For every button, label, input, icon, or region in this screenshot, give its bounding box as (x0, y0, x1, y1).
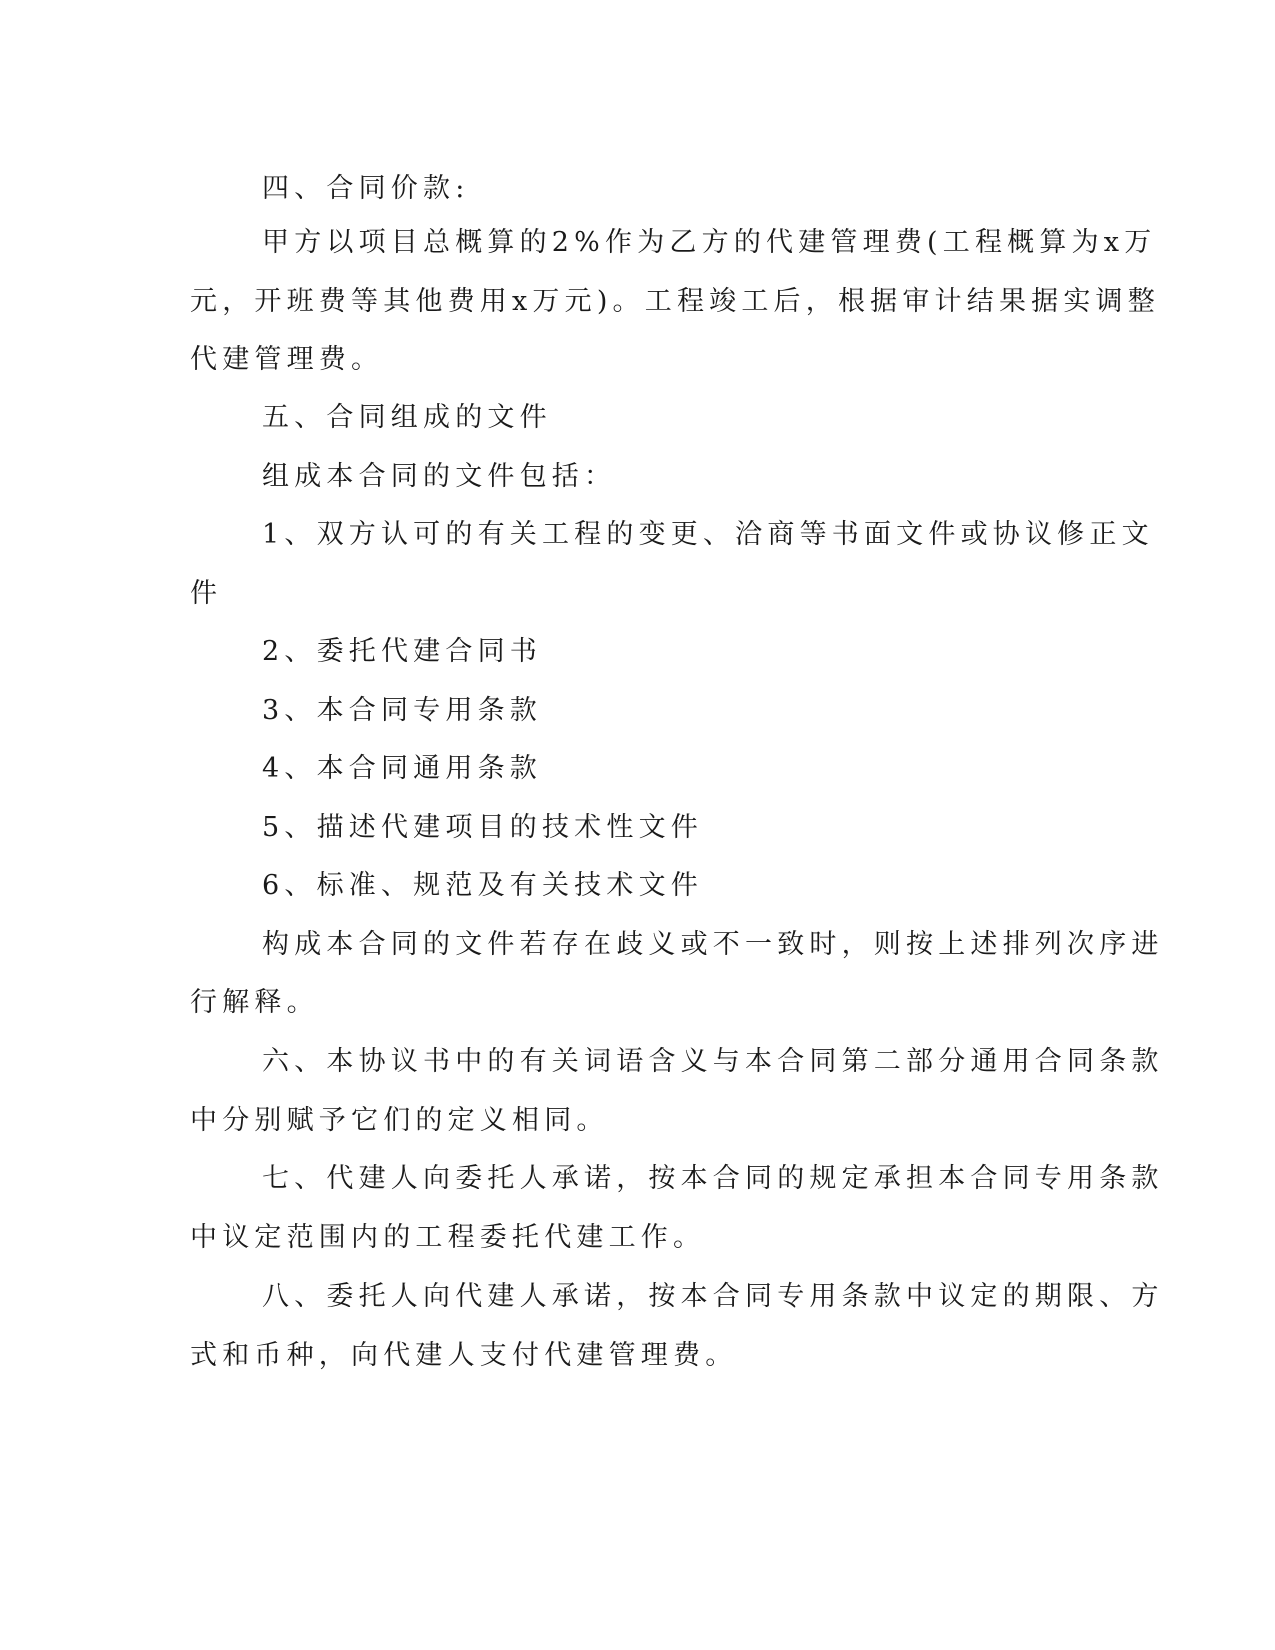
list-item: 4、本合同通用条款 (262, 753, 542, 784)
paragraph-line: 组成本合同的文件包括： (262, 461, 617, 492)
list-item: 2、委托代建合同书 (262, 636, 542, 667)
paragraph-line: 甲方以项目总概算的2%作为乙方的代建管理费(工程概算为x万 (262, 227, 1157, 258)
paragraph-line: 代建管理费。 (190, 344, 384, 375)
paragraph-line: 中议定范围内的工程委托代建工作。 (190, 1222, 706, 1253)
paragraph-line: 式和币种，向代建人支付代建管理费。 (190, 1340, 738, 1371)
section-heading-definitions: 六、本协议书中的有关词语含义与本合同第二部分通用合同条款 (262, 1046, 1164, 1077)
list-item: 6、标准、规范及有关技术文件 (262, 870, 703, 901)
section-heading-contract-price: 四、合同价款: (262, 173, 470, 204)
section-heading-contract-documents: 五、合同组成的文件 (262, 402, 552, 433)
section-heading-agent-commitment: 七、代建人向委托人承诺，按本合同的规定承担本合同专用条款 (262, 1163, 1164, 1194)
list-item-continuation: 件 (190, 578, 223, 609)
paragraph-line: 中分别赋予它们的定义相同。 (190, 1105, 609, 1136)
list-item: 1、双方认可的有关工程的变更、洽商等书面文件或协议修正文 (262, 519, 1154, 550)
section-heading-client-commitment: 八、委托人向代建人承诺，按本合同专用条款中议定的期限、方 (262, 1281, 1164, 1312)
list-item: 5、描述代建项目的技术性文件 (262, 812, 703, 843)
paragraph-line: 元，开班费等其他费用x万元)。工程竣工后，根据审计结果据实调整 (190, 286, 1160, 317)
paragraph-line: 构成本合同的文件若存在歧义或不一致时，则按上述排列次序进 (262, 929, 1164, 960)
list-item: 3、本合同专用条款 (262, 695, 542, 726)
paragraph-line: 行解释。 (190, 987, 319, 1018)
